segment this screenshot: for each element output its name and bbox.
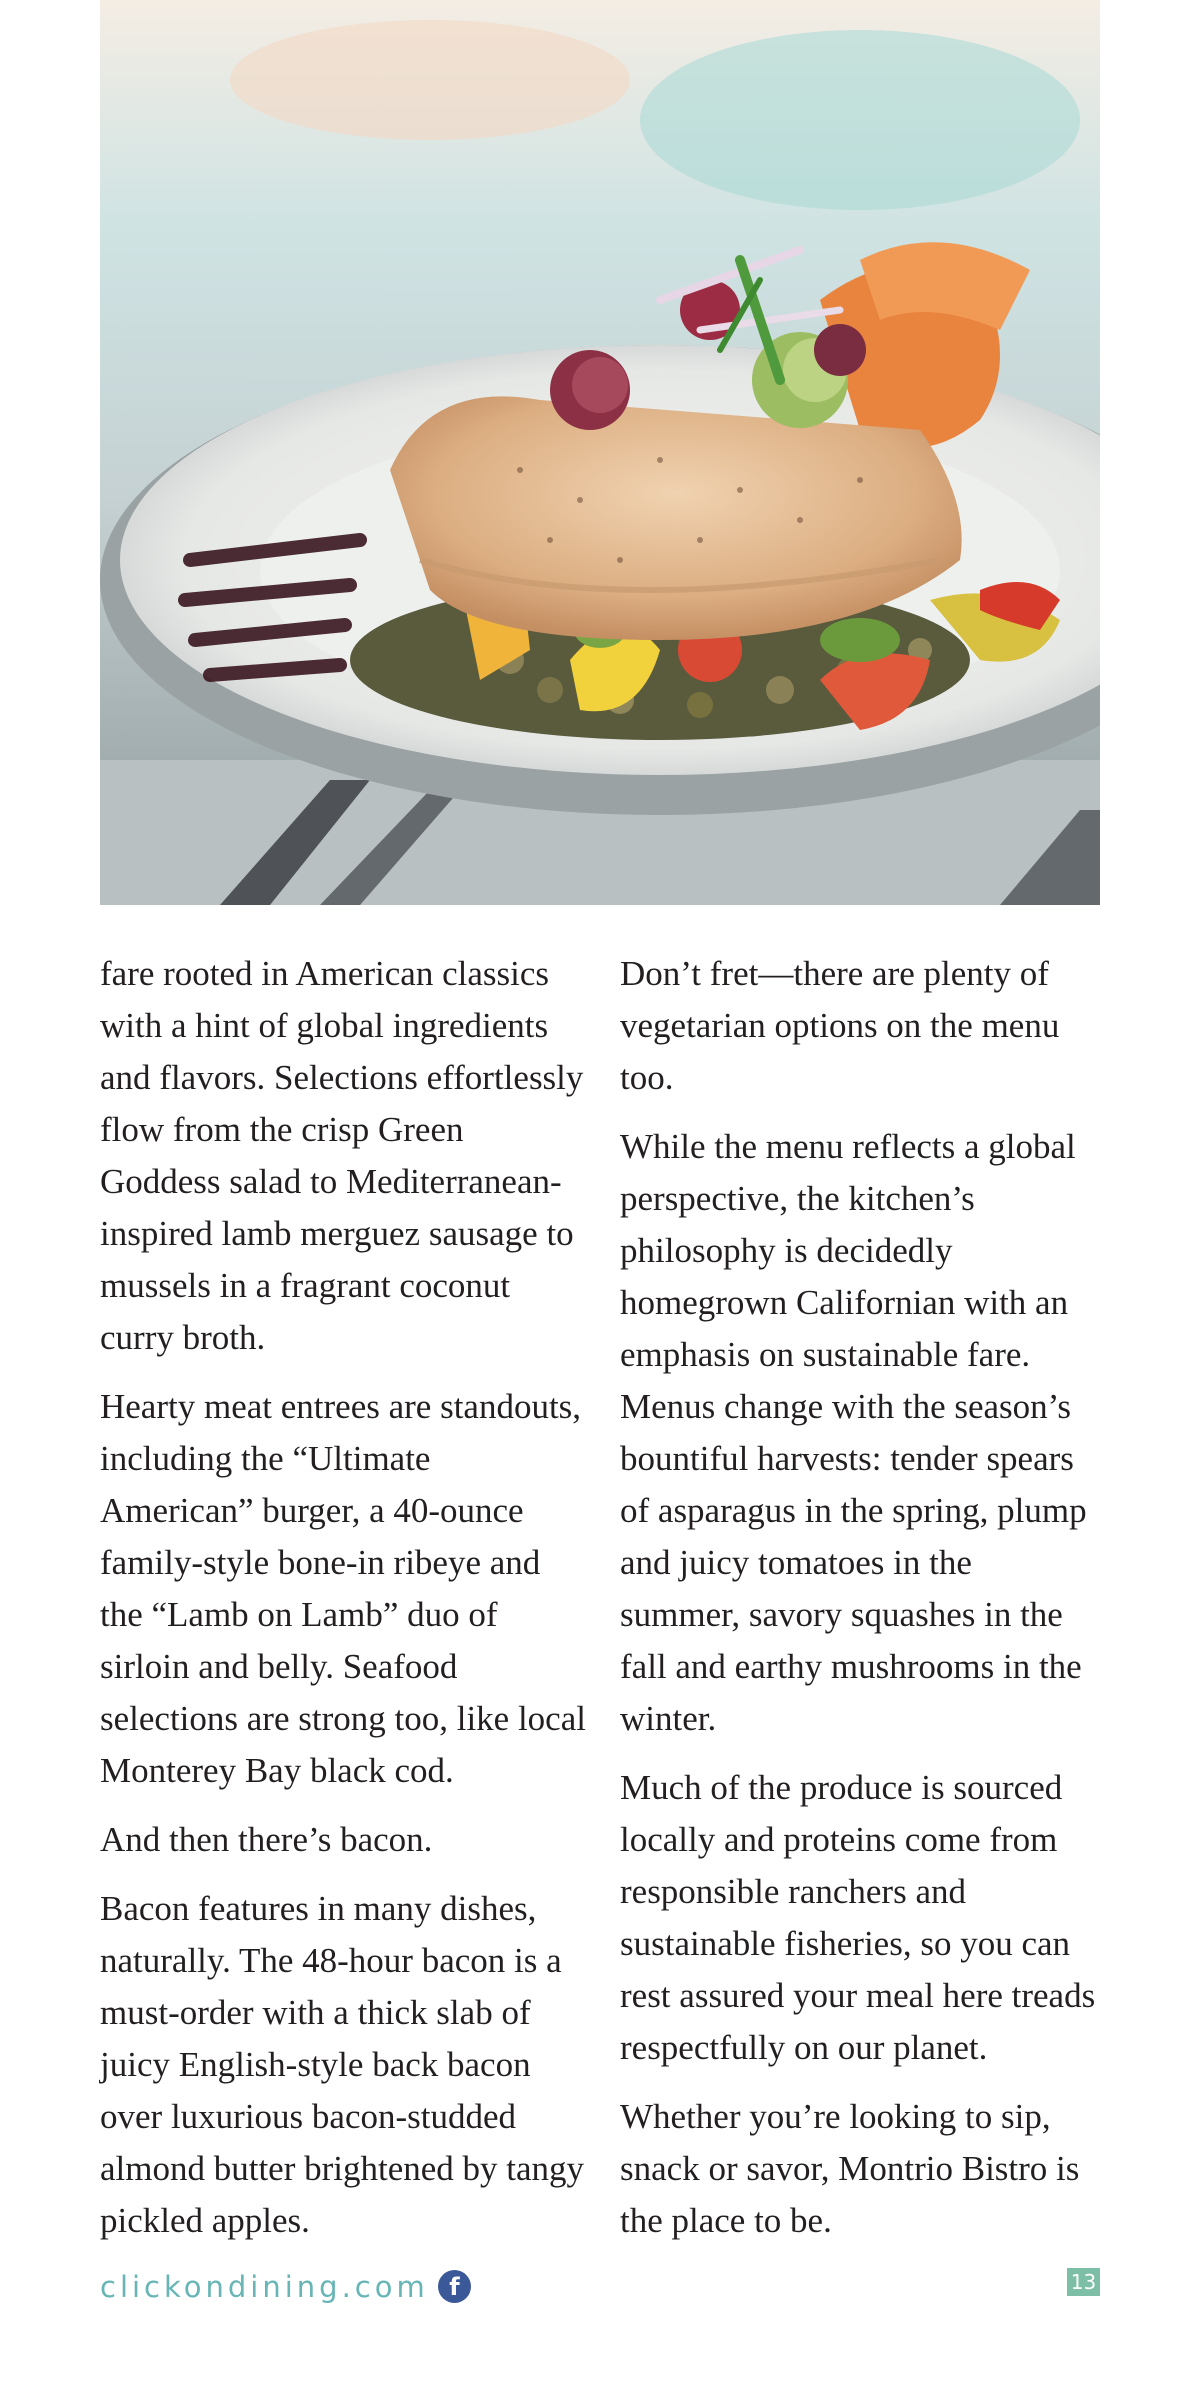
paragraph: fare rooted in American classics with a hint of global ingredients and flavors. Selections effortlessly flow from the crisp Green Goddess salad to Mediterranean-inspired lamb merguez sausage to mussels in a fragrant coconut curry broth. <box>100 954 584 1357</box>
paragraph: And then there’s bacon. <box>100 1820 433 1859</box>
paragraph: Bacon features in many dishes, naturally. The 48-hour bacon is a must-order with a thick slab of juicy English-style back bacon over luxurious bacon-studded almond butter brightened by tangy pickled apples. <box>100 1889 585 2240</box>
article-left-column <box>100 948 588 2264</box>
page-footer <box>100 2262 1100 2312</box>
article-body <box>100 948 1100 2264</box>
paragraph: Much of the produce is sourced locally and proteins come from responsible ranchers and sustainable fisheries, so you can rest assured your meal here treads respectfully on our planet. <box>620 1768 1096 2067</box>
food-photo <box>100 0 1100 905</box>
article-right-column <box>620 948 1100 2264</box>
paragraph: Hearty meat entrees are standouts, including the “Ultimate American” burger, a 40-ounce family-style bone-in ribeye and the “Lamb on Lamb” duo of sirloin and belly. Seafood selections are strong too, like local Monterey Bay black cod. <box>100 1387 586 1790</box>
paragraph: Don’t fret—there are plenty of vegetarian options on the menu too. <box>620 954 1060 1097</box>
paragraph: Whether you’re looking to sip, snack or savor, Montrio Bistro is the place to be. <box>620 2097 1080 2240</box>
site-link[interactable]: clickondining.com <box>100 2270 429 2304</box>
page-number-badge: 13 <box>1067 2268 1100 2296</box>
paragraph: While the menu reflects a global perspective, the kitchen’s philosophy is decidedly homegrown Californian with an emphasis on sustainable fare. Menus change with the season’s bountiful harvests: tender spears of asparagus in the spring, plump and juicy tomatoes in the summer, savory squashes in the fall and earthy mushrooms in the winter. <box>620 1127 1087 1738</box>
facebook-icon[interactable]: f <box>438 2270 471 2303</box>
